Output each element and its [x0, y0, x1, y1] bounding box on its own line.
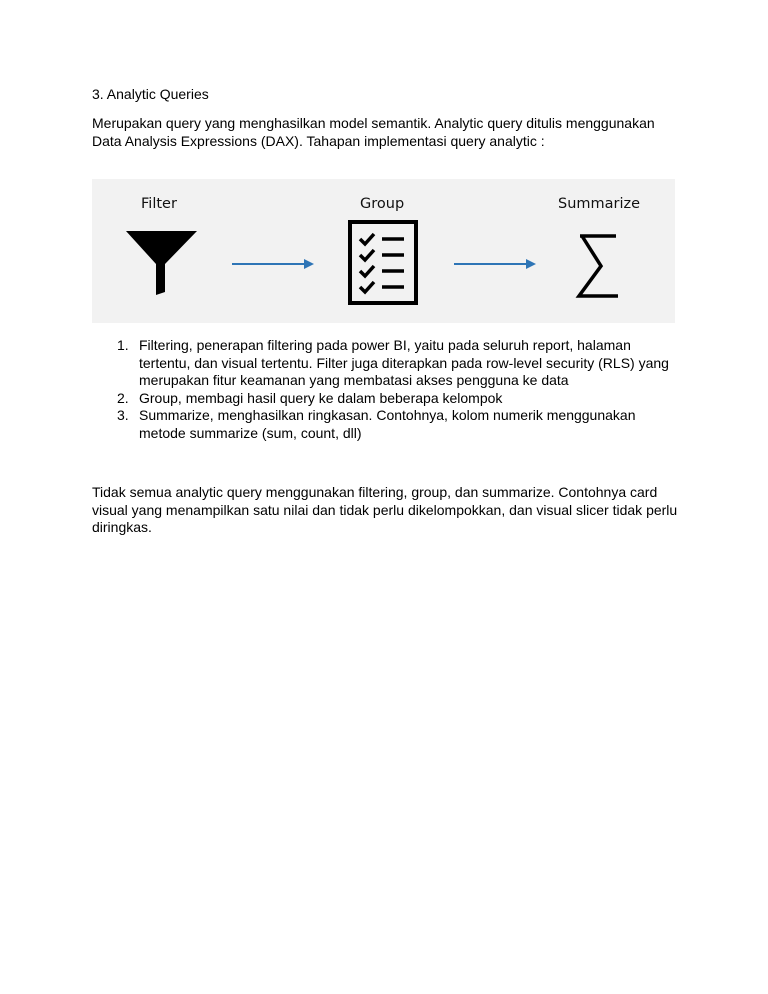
step-label-summarize: Summarize [558, 196, 641, 212]
list-item [92, 390, 682, 408]
funnel-icon [126, 231, 197, 295]
list-number: 1. [117, 337, 129, 353]
analytic-steps-figure [92, 179, 675, 323]
list-number: 2. [117, 389, 129, 406]
list-text: Filtering, penerapan filtering pada power BI, yaitu pada seluruh report, halaman tertentu, dan visual tertentu. Filter juga diterapkan pada row-level security (RLS) yang merupakan fitur keamanan yang membatasi akses pengguna ke data [139, 337, 669, 388]
list-number: 3. [117, 407, 129, 423]
steps-diagram [92, 179, 675, 323]
list-item [92, 407, 682, 442]
sigma-icon [579, 236, 618, 296]
checklist-icon [350, 222, 416, 303]
section-heading: 3. Analytic Queries [92, 86, 209, 102]
intro-paragraph: Merupakan query yang menghasilkan model semantik. Analytic query ditulis menggunakan Data Analysis Expressions (DAX). Tahapan implementasi query analytic : [92, 115, 655, 149]
arrow-group-to-summarize [454, 259, 536, 269]
arrow-filter-to-group [232, 259, 314, 269]
list-text: Summarize, menghasilkan ringkasan. Contohnya, kolom numerik menggunakan metode summarize (sum, count, dll) [139, 407, 636, 441]
list-text: Group, membagi hasil query ke dalam beberapa kelompok [139, 389, 503, 406]
step-label-filter: Filter [141, 196, 177, 212]
steps-list [92, 337, 682, 442]
step-label-group: Group [360, 196, 405, 212]
closing-paragraph: Tidak semua analytic query menggunakan filtering, group, dan summarize. Contohnya card visual yang menampilkan satu nilai dan tidak perlu dikelompokkan, dan visual slicer tidak perlu diringkas. [92, 484, 678, 535]
list-item [92, 337, 682, 390]
